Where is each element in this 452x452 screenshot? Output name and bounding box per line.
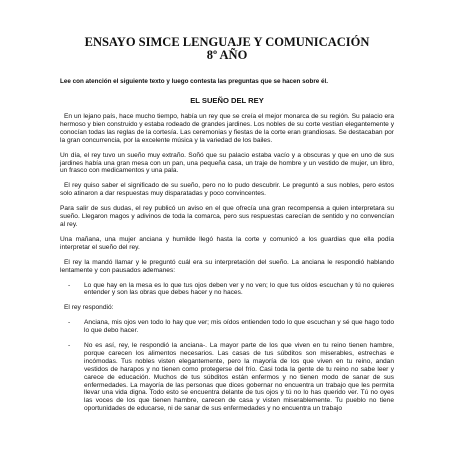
paragraph: Un día, el rey tuvo un sueño muy extraño. Soñó que su palacio estaba vacío y a obscuras y que en uno de sus jardines había una gran mesa con un pan, una pequeña casa, un traje de hombre y un vestido de mujer, un libro, un frasco con medicamentos y una pala. [60, 151, 394, 175]
list-item [60, 342, 394, 413]
instructions: Lee con atención el siguiente texto y luego contesta las preguntas que se hacen sobre él. [60, 78, 329, 85]
bullet-dash: - [68, 319, 71, 327]
list-item [60, 282, 394, 298]
story-title: EL SUEÑO DEL REY [190, 96, 264, 105]
page-title: ENSAYO SIMCE LENGUAJE Y COMUNICACIÓN [84, 35, 370, 49]
page-subtitle: 8º AÑO [206, 48, 248, 62]
paragraph: El rey respondió: [64, 304, 114, 312]
bullet-dash: - [68, 342, 71, 350]
paragraph: Una mañana, una mujer anciana y humilde llegó hasta la corte y comunicó a los guardias que ella podía interpretar el sueño del rey. [60, 235, 394, 251]
list-item-text: Lo que hay en la mesa es lo que tus ojos deben ver y no ven; lo que tus oídos escuchan y tú no quieres entender y son las obras que debes hacer y no haces. [84, 281, 394, 297]
paragraph: Para salir de sus dudas, el rey publicó un aviso en el que ofrecía una gran recompensa a quien interpretara su sueño. Llegaron magos y adivinos de toda la comarca, pero sus respuestas carecían de sentido y no convencían al rey. [60, 205, 394, 228]
paragraph: El rey quiso saber el significado de su sueño, pero no lo pudo descubrir. Le preguntó a sus nobles, pero estos solo atinaron a dar respuestas muy disparatadas y poco convincentes. [60, 182, 394, 198]
list-item-text: Anciana, mis ojos ven todo lo hay que ver; mis oídos entienden todo lo que escuchan y sé que hago todo lo que debo hacer. [84, 319, 394, 335]
paragraph: En un lejano país, hace mucho tiempo, había un rey que se creía el mejor monarca de su región. Su palacio era hermoso y bien construido y estaba rodeado de grandes jardines. Los nobles de su corte vestían elegantemente y conocían todas las reglas de la cortesía. Las ceremonias y fiestas de la corte eran grandiosas. Se destacaban por la gran concurrencia, por la excelente música y la variedad de los bailes. [60, 113, 394, 144]
paragraph: El rey la mandó llamar y le preguntó cuál era su interpretación del sueño. La anciana le respondió hablando lentamente y con pausados ademanes: [60, 258, 394, 274]
list-item [60, 319, 394, 335]
bullet-dash: - [68, 281, 71, 289]
list-item-text: No es así, rey, le respondió la anciana-. La mayor parte de los que viven en tu reino tienen hambre, porque carecen los alimentos necesarios. Las casas de tus súbditos son miserables, estrechas e incómodas. Tus nobles visten elegantemente, pero la mayoría de los que viven en tu reino, andan vestidos de harapos y no tienen como protegerse del frío. Casi toda la gente de tu reino no sabe leer y carece de educación. Muchos de tus súbditos están enfermos y no tienen modo de sanar de sus enfermedades. La mayoría de las personas que dices gobernar no encuentra un trabajo que les permita llevar una vida digna. Todo esto se encuentra delante de tus ojos y tú no lo has querido ver. Tú no oyes las voces de los que tienen hambre, carecen de casa y visten miserablemente. Tu pueblo no tiene oportunidades de educarse, ni de sanar de sus enfermedades y no encuentra un trabajo [84, 342, 394, 413]
